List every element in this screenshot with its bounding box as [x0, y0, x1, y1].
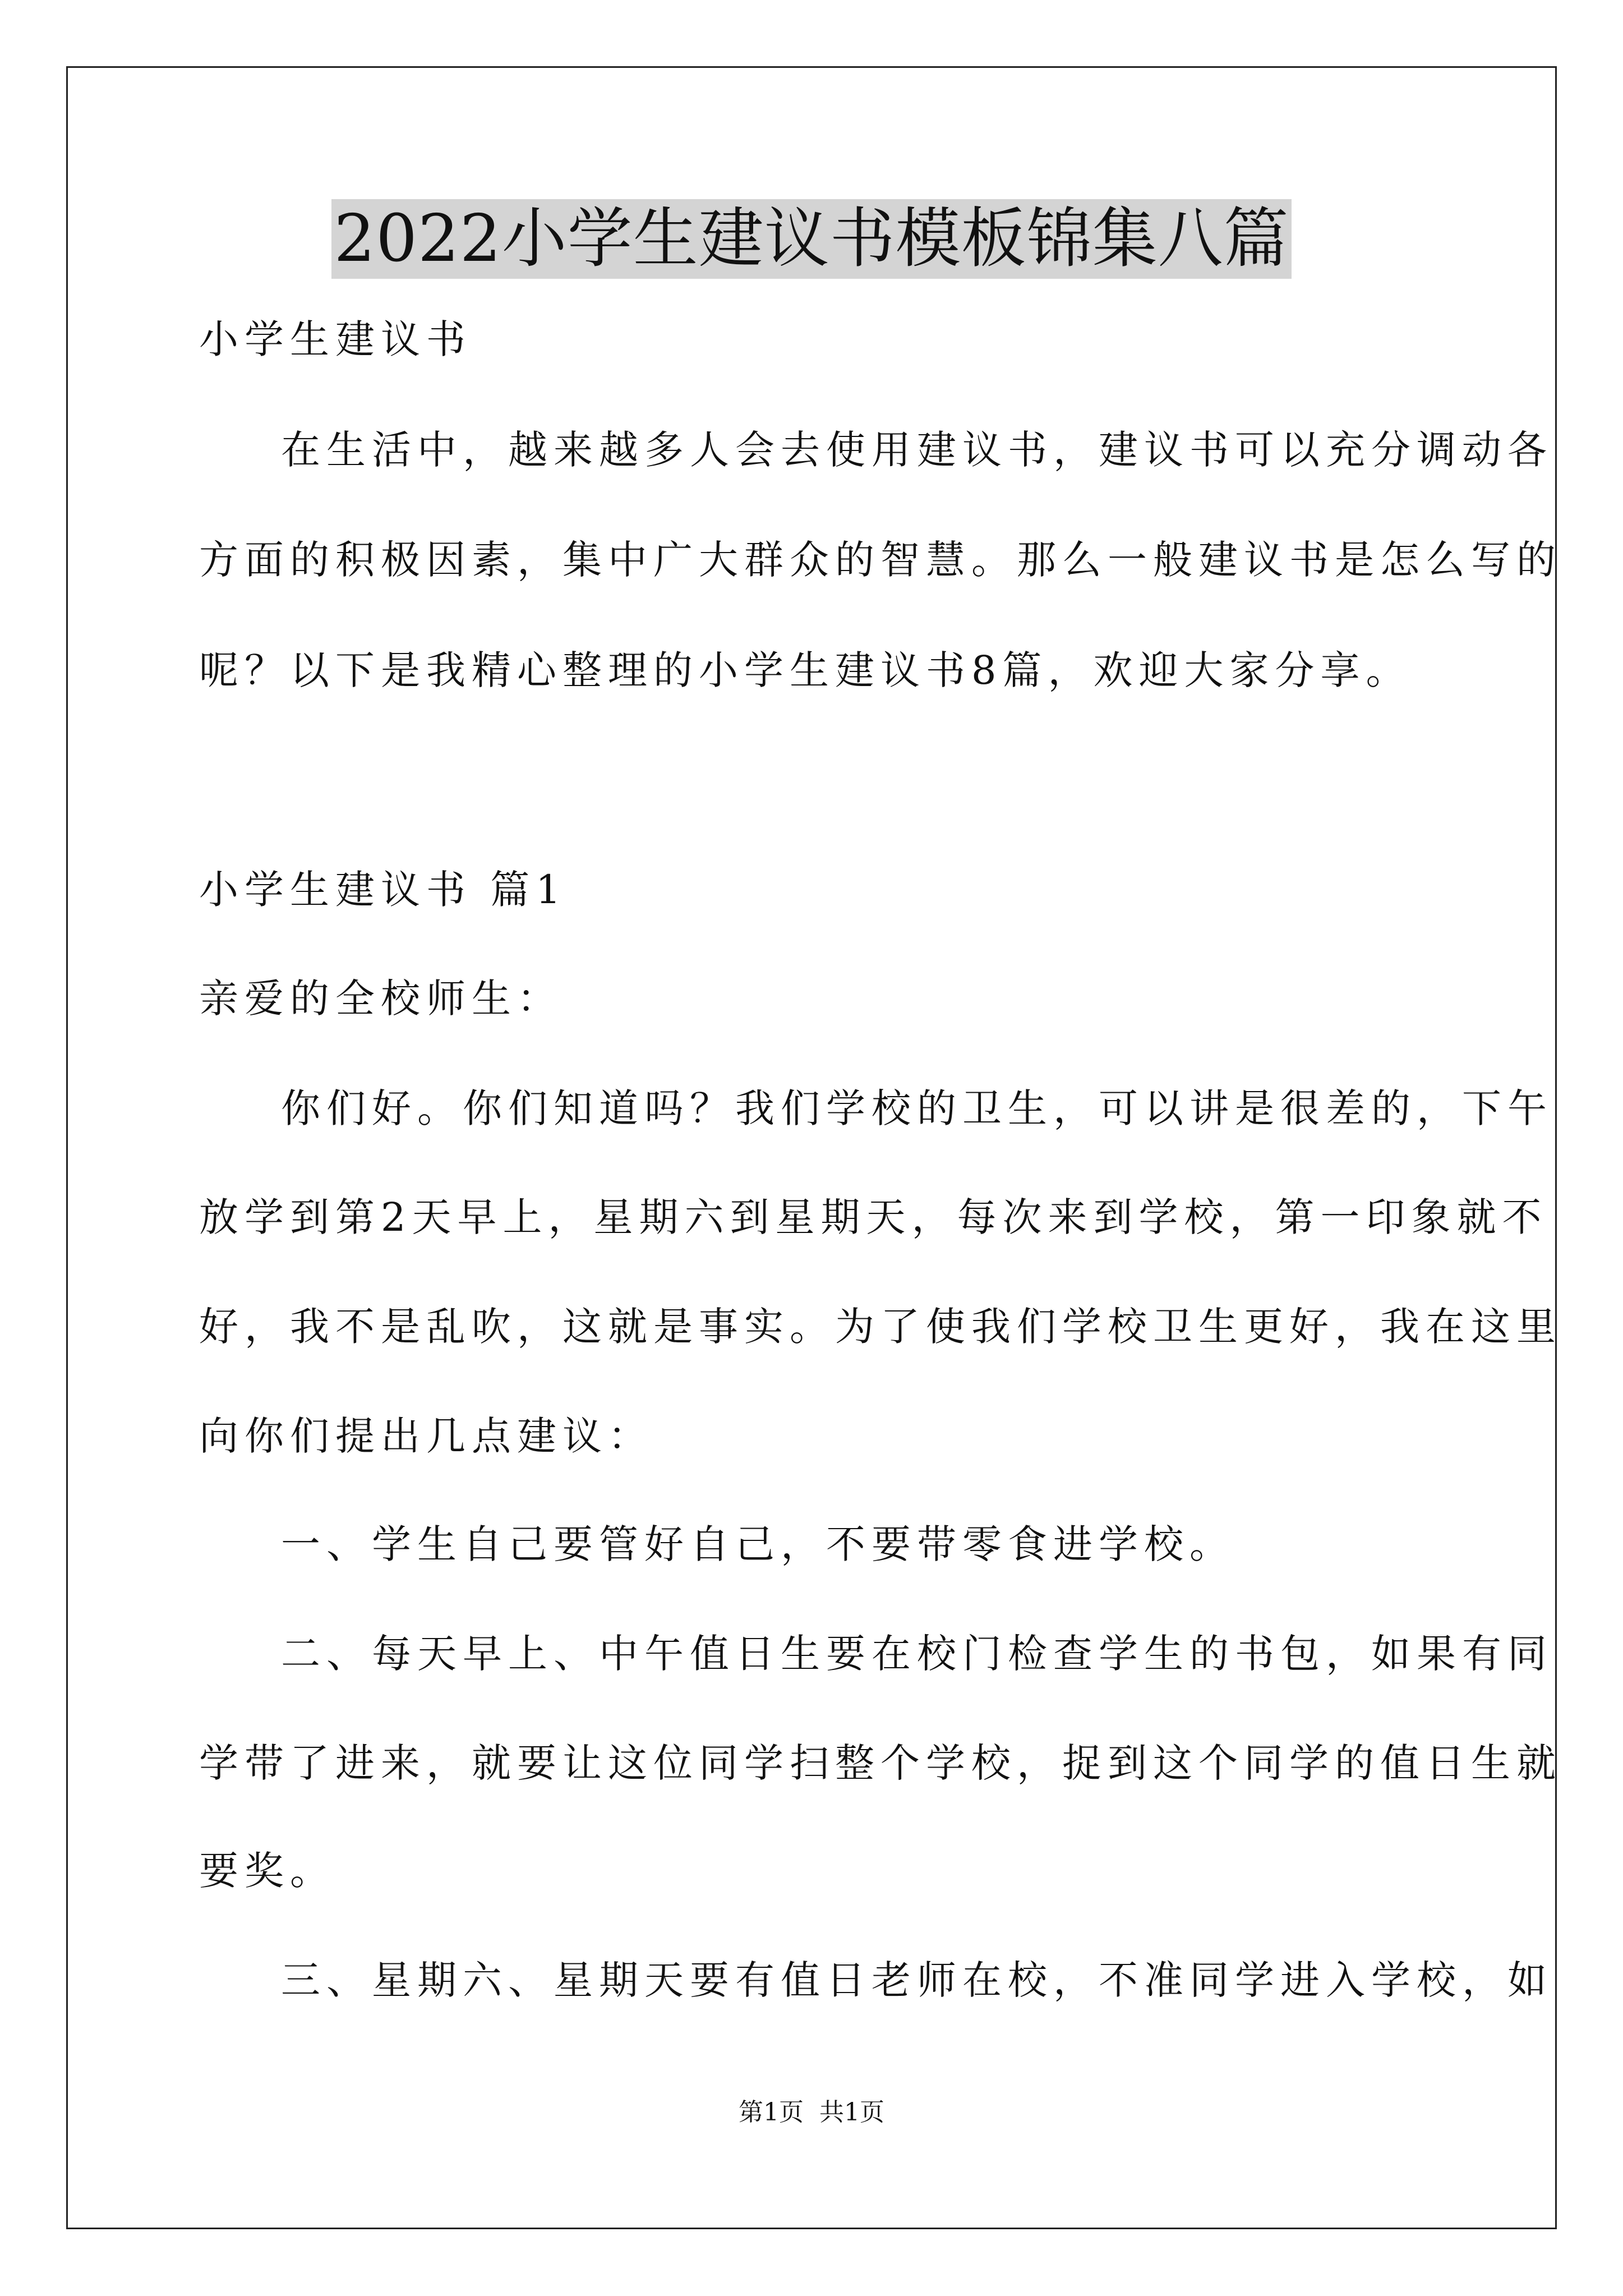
page-footer	[0, 2097, 1623, 2128]
page-number: 第1页	[739, 2098, 804, 2127]
paragraph-line: 呢？以下是我精心整理的小学生建议书8篇，欢迎大家分享。	[199, 647, 1412, 693]
title-container	[0, 199, 1623, 279]
section-heading: 小学生建议书 篇1	[199, 867, 567, 913]
document-title: 2022小学生建议书模板锦集八篇	[331, 199, 1291, 279]
list-item: 三、星期六、星期天要有值日老师在校，不准同学进入学校，如	[281, 1957, 1553, 2003]
paragraph-line: 向你们提出几点建议：	[199, 1413, 653, 1459]
paragraph-line: 你们好。你们知道吗？我们学校的卫生，可以讲是很差的，下午	[281, 1085, 1553, 1131]
paragraph-line: 在生活中，越来越多人会去使用建议书，建议书可以充分调动各	[281, 427, 1553, 473]
page-border	[66, 66, 1557, 2229]
paragraph-line: 放学到第2天早上，星期六到星期天，每次来到学校，第一印象就不	[199, 1194, 1548, 1240]
paragraph-line: 好，我不是乱吹，这就是事实。为了使我们学校卫生更好，我在这里	[199, 1304, 1562, 1350]
salutation: 亲爱的全校师生：	[199, 976, 562, 1022]
paragraph-line: 方面的积极因素，集中广大群众的智慧。那么一般建议书是怎么写的	[199, 537, 1562, 583]
section-heading: 小学生建议书	[199, 316, 472, 362]
list-item: 二、每天早上、中午值日生要在校门检查学生的书包，如果有同	[281, 1631, 1553, 1677]
paragraph-line: 学带了进来，就要让这位同学扫整个学校，捉到这个同学的值日生就	[199, 1740, 1562, 1786]
paragraph-line: 要奖。	[199, 1848, 335, 1894]
list-item: 一、学生自己要管好自己，不要带零食进学校。	[281, 1521, 1235, 1567]
page-total: 共1页	[819, 2098, 884, 2127]
